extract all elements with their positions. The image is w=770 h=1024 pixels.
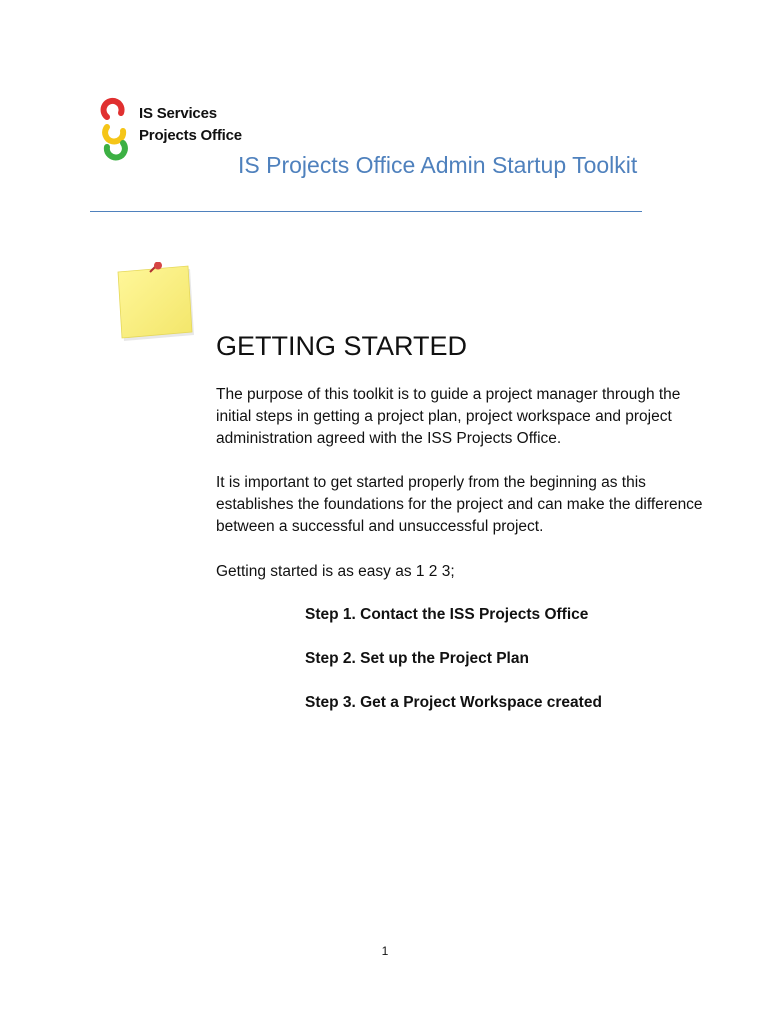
section-heading: GETTING STARTED <box>216 331 468 361</box>
importance-paragraph: It is important to get started properly from the beginning as this establishes the foundations for the project and can make the difference between a successful and unsuccessful project. <box>216 474 703 535</box>
page-number: 1 <box>381 944 389 958</box>
easy-steps-paragraph: Getting started is as easy as 1 2 3; <box>216 563 455 580</box>
logo-line-2: Projects Office <box>139 127 242 144</box>
sticky-note-icon <box>112 262 196 342</box>
steps-list <box>305 604 602 736</box>
step-2: Step 2. Set up the Project Plan <box>305 650 529 667</box>
logo-line-1: IS Services <box>139 105 217 122</box>
title-divider <box>90 211 642 212</box>
step-1: Step 1. Contact the ISS Projects Office <box>305 606 589 623</box>
is-services-logo <box>95 95 245 167</box>
logo-rings-icon <box>95 95 135 167</box>
document-title: IS Projects Office Admin Startup Toolkit <box>238 152 638 178</box>
logo-wordmark <box>139 103 242 147</box>
step-3: Step 3. Get a Project Workspace created <box>305 694 602 711</box>
intro-paragraph: The purpose of this toolkit is to guide a project manager through the initial steps in getting a project plan, project workspace and project administration agreed with the ISS Projects Office. <box>216 386 681 447</box>
